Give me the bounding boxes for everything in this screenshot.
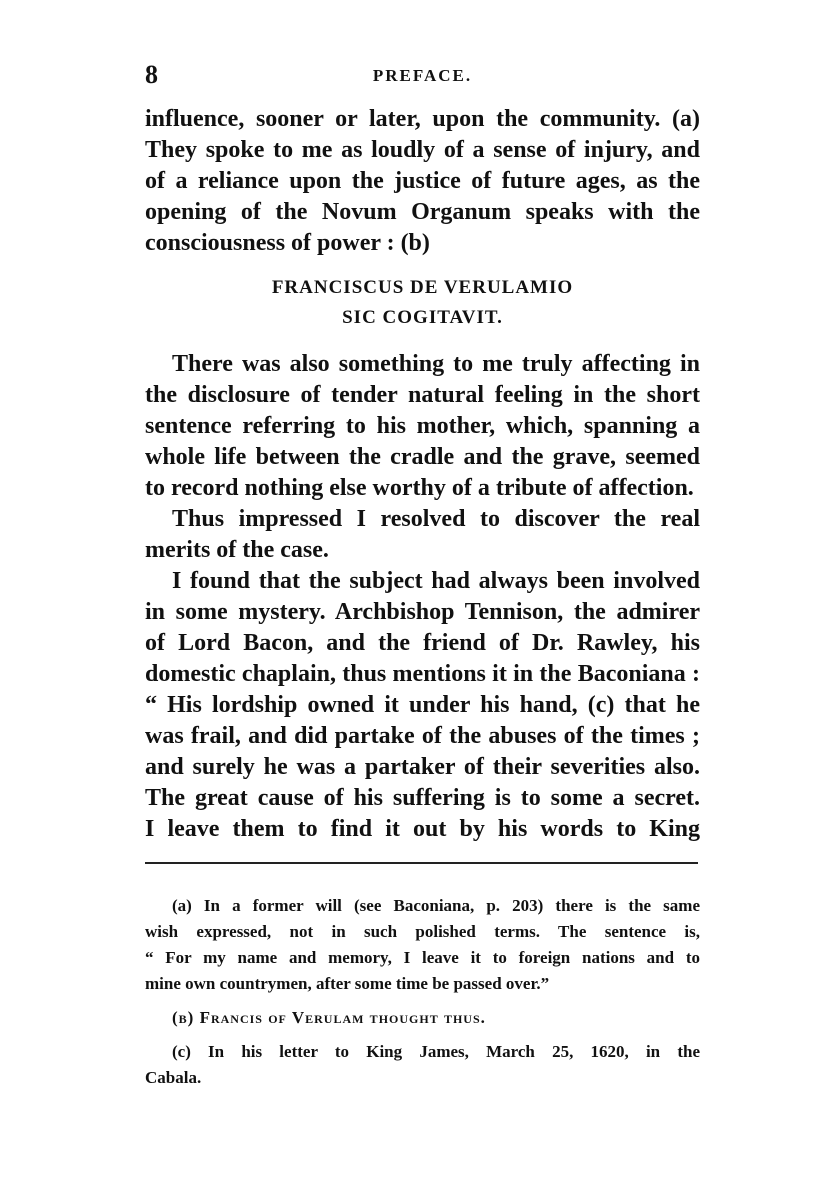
text-line: whole life between the cradle and the grave, seemed	[145, 444, 700, 470]
text-line: of Lord Bacon, and the friend of Dr. Rawley, his	[145, 630, 700, 656]
text-line: I found that the subject had always been involved	[172, 568, 700, 594]
text-line: Thus impressed I resolved to discover the real	[172, 506, 700, 532]
text-line: There was also something to me truly affecting in	[172, 351, 700, 377]
footnote-line: mine own countrymen, after some time be passed over.”	[145, 974, 550, 993]
running-head: PREFACE.	[372, 66, 473, 85]
text-line: influence, sooner or later, upon the community. (a)	[145, 106, 700, 132]
text-line: The great cause of his suffering is to some a secret.	[145, 785, 700, 811]
text-line: and surely he was a partaker of their severities also.	[145, 754, 700, 780]
text-line: in some mystery. Archbishop Tennison, the admirer	[145, 599, 700, 625]
text-line: “ His lordship owned it under his hand, (c) that he	[145, 692, 700, 718]
latin-quotation	[145, 273, 700, 333]
quotation-line: FRANCISCUS DE VERULAMIO	[271, 277, 574, 298]
footnote-divider	[145, 862, 698, 864]
quotation-line: SIC COGITAVIT.	[342, 307, 503, 328]
text-line: the disclosure of tender natural feeling in the short	[145, 382, 700, 408]
footnote-a	[145, 893, 700, 997]
footnotes	[145, 893, 700, 1091]
footnote-line: (b) Francis of Verulam thought thus.	[172, 1008, 486, 1027]
body-text	[145, 104, 700, 845]
text-line: I leave them to find it out by his words to King	[145, 816, 700, 842]
paragraph-1	[145, 104, 700, 259]
footnote-line: Cabala.	[145, 1068, 202, 1087]
footnote-line: wish expressed, not in such polished terms. The sentence is,	[145, 922, 700, 941]
page-number: 8	[145, 60, 158, 89]
text-line: opening of the Novum Organum speaks with the	[145, 199, 700, 225]
paragraph-3	[145, 504, 700, 566]
text-line: of a reliance upon the justice of future ages, as the	[145, 168, 700, 194]
text-line: was frail, and did partake of the abuses of the times ;	[145, 723, 700, 749]
footnote-line: (c) In his letter to King James, March 25, 1620, in the	[172, 1042, 700, 1061]
page-header	[145, 60, 700, 92]
footnote-c	[145, 1039, 700, 1091]
paragraph-2	[145, 349, 700, 504]
text-line: domestic chaplain, thus mentions it in the Baconiana :	[145, 661, 700, 687]
footnote-line: “ For my name and memory, I leave it to foreign nations and to	[145, 948, 700, 967]
text-line: sentence referring to his mother, which, spanning a	[145, 413, 700, 439]
text-line: consciousness of power : (b)	[145, 230, 430, 256]
text-line: to record nothing else worthy of a tribute of affection.	[145, 475, 694, 501]
paragraph-4	[145, 566, 700, 845]
footnote-b	[145, 1005, 700, 1031]
text-line: merits of the case.	[145, 537, 329, 563]
footnote-line: (a) In a former will (see Baconiana, p. 203) there is the same	[172, 896, 700, 915]
text-line: They spoke to me as loudly of a sense of injury, and	[145, 137, 700, 163]
